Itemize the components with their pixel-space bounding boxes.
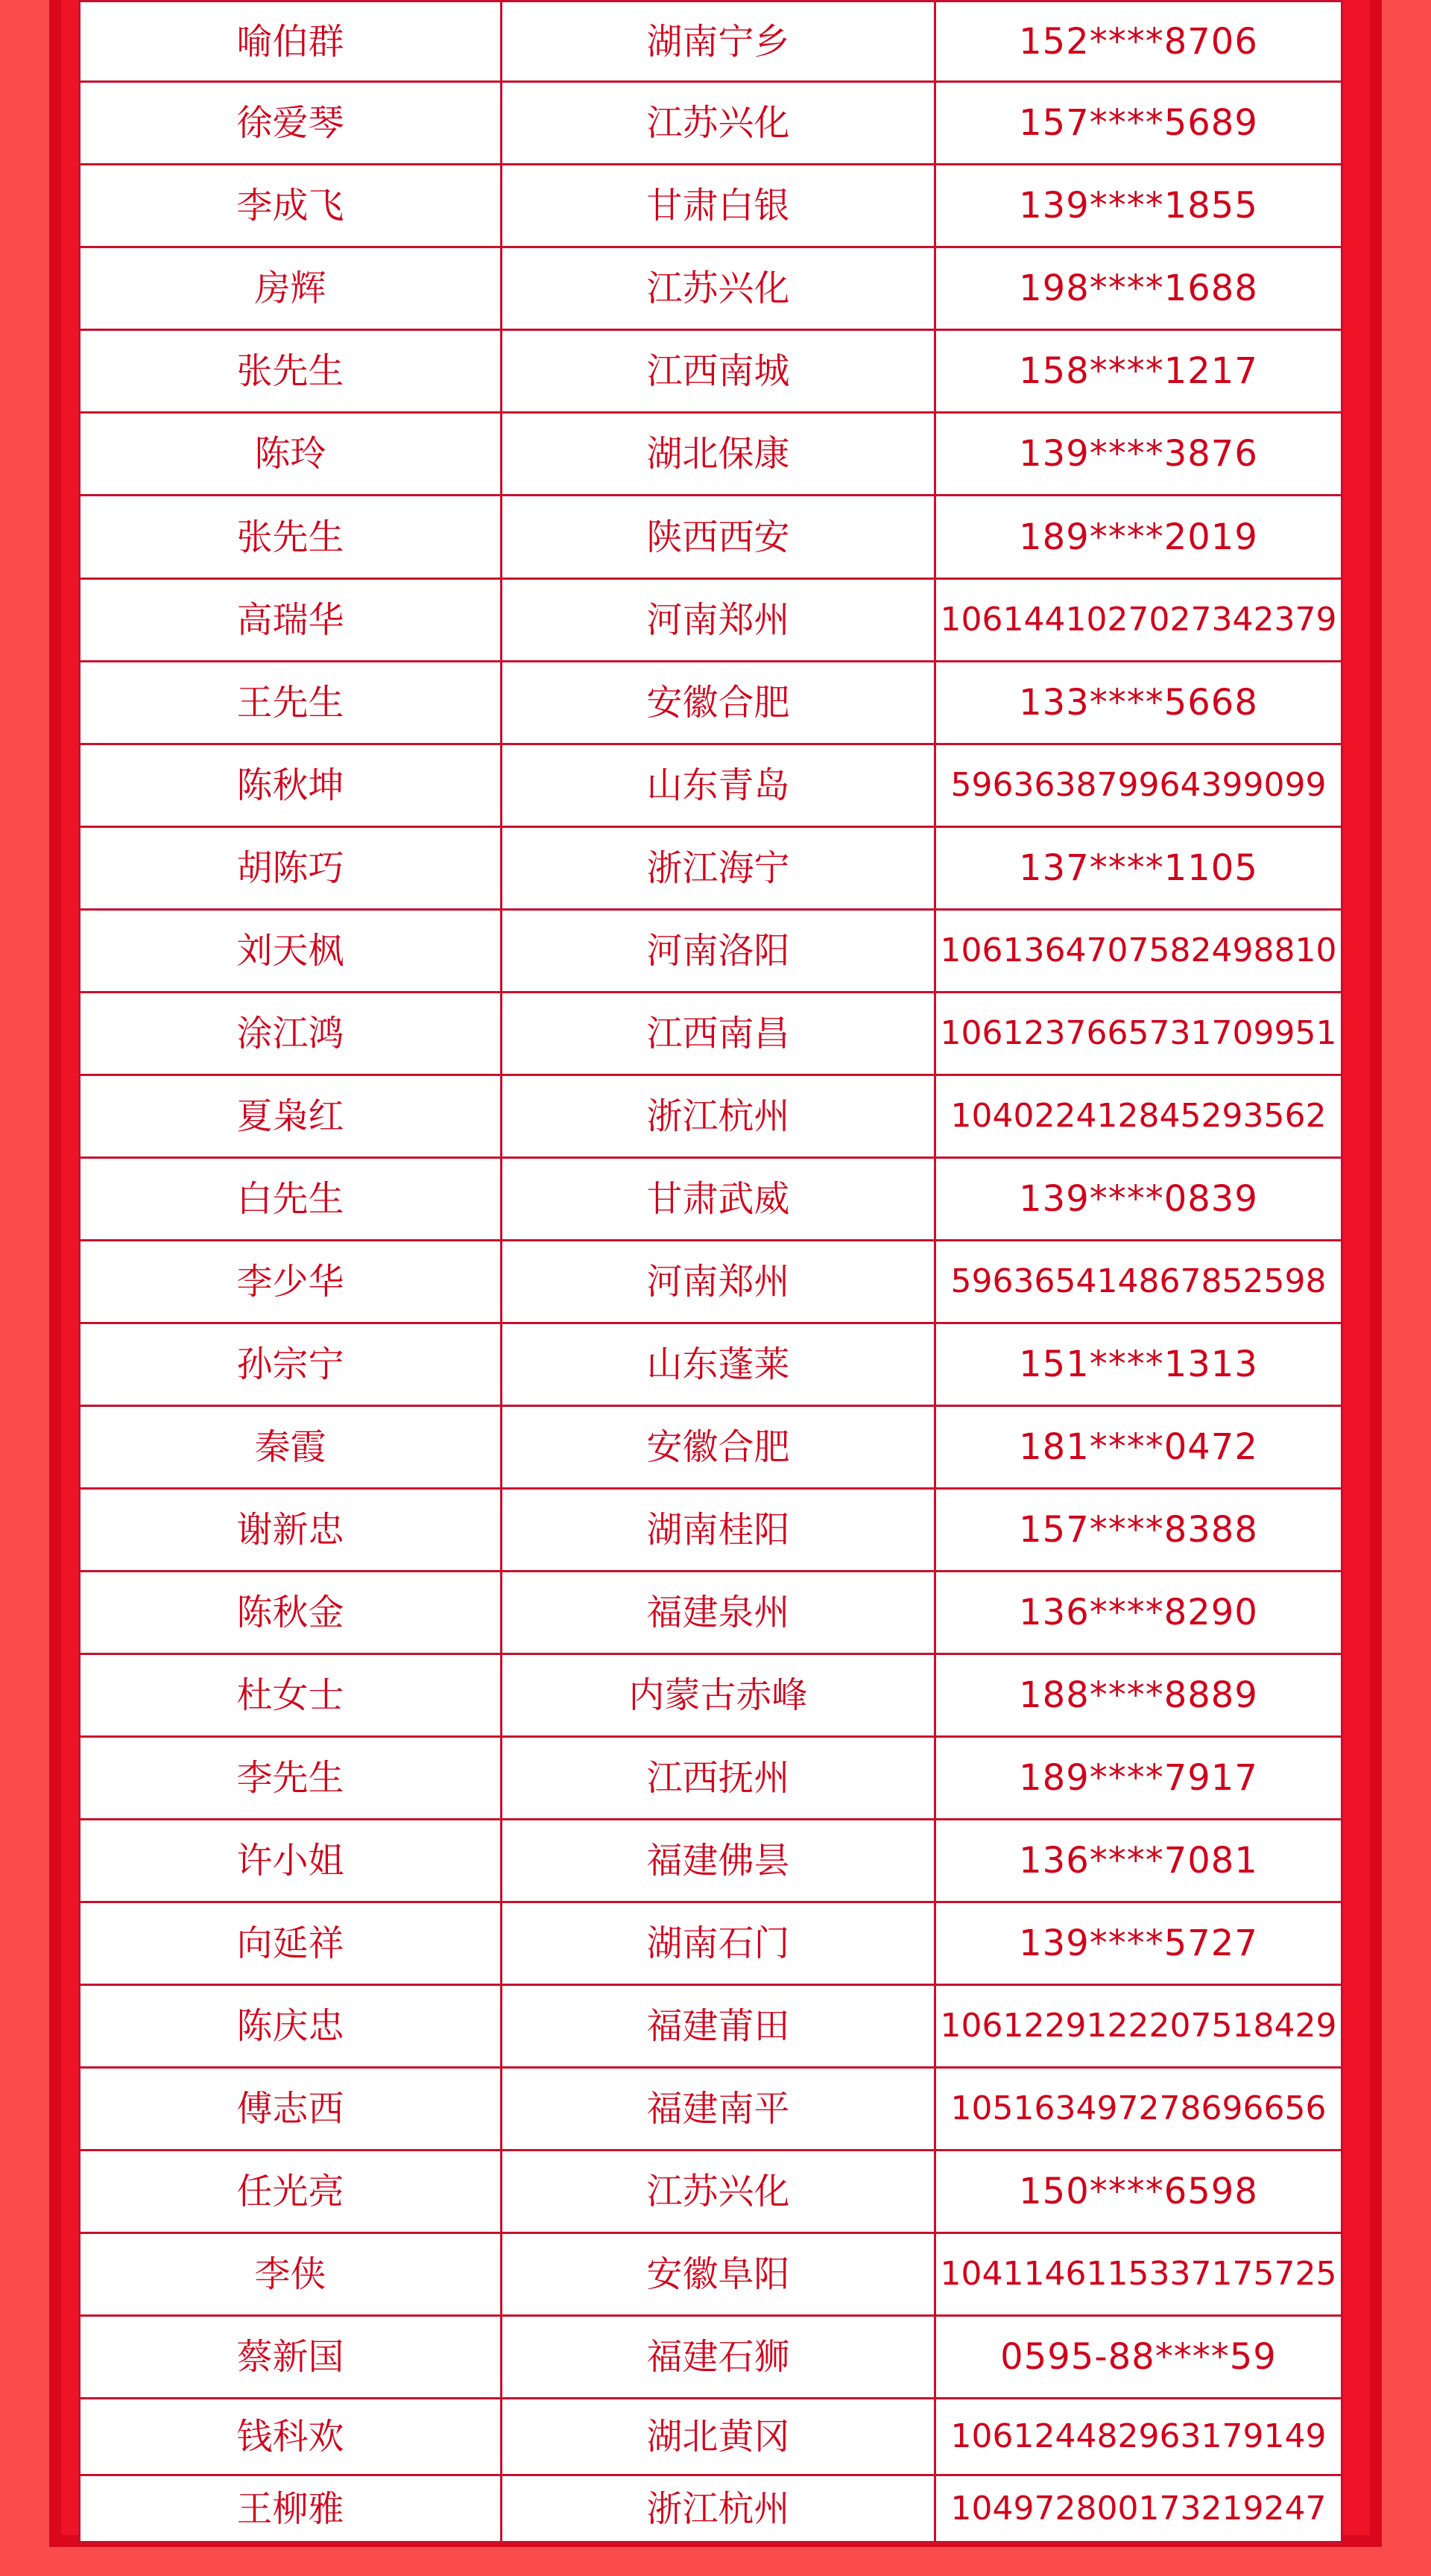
winner-phone-cell: 139****1855 <box>935 165 1342 247</box>
winner-phone-cell: 1061441027027342379 <box>935 579 1342 662</box>
winner-region-cell: 湖北保康 <box>502 413 935 496</box>
winner-region-cell: 山东蓬莱 <box>502 1323 935 1406</box>
winner-phone-cell: 136****7081 <box>935 1820 1342 1902</box>
winner-phone-cell: 152****8706 <box>935 1 1342 82</box>
winner-phone-cell: 139****5727 <box>935 1902 1342 1985</box>
winner-name-cell: 张先生 <box>80 330 502 413</box>
table-row <box>80 2151 1342 2233</box>
winner-phone-cell: 158****1217 <box>935 330 1342 413</box>
winner-phone-cell: 1061229122207518429 <box>935 1985 1342 2068</box>
winner-phone-cell: 1041146115337175725 <box>935 2233 1342 2316</box>
winner-region-cell: 江苏兴化 <box>502 247 935 330</box>
winner-phone-cell: 139****0839 <box>935 1158 1342 1241</box>
winner-region-cell: 陕西西安 <box>502 496 935 579</box>
winner-region-cell: 福建莆田 <box>502 1985 935 2068</box>
winner-name-cell: 刘天枫 <box>80 910 502 993</box>
winner-phone-cell: 139****3876 <box>935 413 1342 496</box>
winner-phone-cell: 106124482963179149 <box>935 2399 1342 2475</box>
winner-phone-cell: 105163497278696656 <box>935 2068 1342 2151</box>
winner-name-cell: 陈玲 <box>80 413 502 496</box>
winner-phone-cell: 0595-88****59 <box>935 2316 1342 2399</box>
winner-phone-cell: 137****1105 <box>935 827 1342 910</box>
winner-region-cell: 河南郑州 <box>502 579 935 662</box>
table-row <box>80 1241 1342 1323</box>
winner-region-cell: 河南洛阳 <box>502 910 935 993</box>
winner-region-cell: 福建泉州 <box>502 1572 935 1654</box>
winner-name-cell: 徐爱琴 <box>80 82 502 165</box>
table-row <box>80 496 1342 579</box>
winner-name-cell: 房辉 <box>80 247 502 330</box>
table-row <box>80 2399 1342 2475</box>
winner-name-cell: 任光亮 <box>80 2151 502 2233</box>
table-row <box>80 2068 1342 2151</box>
winner-name-cell: 傅志西 <box>80 2068 502 2151</box>
winner-name-cell: 许小姐 <box>80 1820 502 1902</box>
winner-name-cell: 白先生 <box>80 1158 502 1241</box>
winner-region-cell: 福建石狮 <box>502 2316 935 2399</box>
table-row <box>80 1158 1342 1241</box>
winner-region-cell: 浙江海宁 <box>502 827 935 910</box>
winner-table <box>78 0 1343 2543</box>
winner-region-cell: 福建南平 <box>502 2068 935 2151</box>
winner-phone-cell: 198****1688 <box>935 247 1342 330</box>
table-row <box>80 330 1342 413</box>
winner-region-cell: 安徽合肥 <box>502 662 935 744</box>
winner-region-cell: 江苏兴化 <box>502 82 935 165</box>
winner-name-cell: 喻伯群 <box>80 1 502 82</box>
winner-region-cell: 江西南昌 <box>502 993 935 1075</box>
winner-region-cell: 湖北黄冈 <box>502 2399 935 2475</box>
table-row <box>80 1654 1342 1737</box>
winner-name-cell: 涂江鸿 <box>80 993 502 1075</box>
winner-phone-cell: 151****1313 <box>935 1323 1342 1406</box>
winner-region-cell: 浙江杭州 <box>502 1075 935 1158</box>
winner-phone-cell: 104972800173219247 <box>935 2475 1342 2542</box>
table-row <box>80 82 1342 165</box>
winner-name-cell: 向延祥 <box>80 1902 502 1985</box>
winner-phone-cell: 596365414867852598 <box>935 1241 1342 1323</box>
winner-region-cell: 河南郑州 <box>502 1241 935 1323</box>
winner-phone-cell: 188****8889 <box>935 1654 1342 1737</box>
winner-name-cell: 杜女士 <box>80 1654 502 1737</box>
table-row <box>80 2233 1342 2316</box>
table-row <box>80 744 1342 827</box>
winner-list-panel <box>78 0 1341 2541</box>
winner-name-cell: 蔡新国 <box>80 2316 502 2399</box>
table-row <box>80 1737 1342 1820</box>
winner-region-cell: 江西抚州 <box>502 1737 935 1820</box>
table-row <box>80 247 1342 330</box>
winner-phone-cell: 1061364707582498810 <box>935 910 1342 993</box>
winner-name-cell: 钱科欢 <box>80 2399 502 2475</box>
winner-phone-cell: 596363879964399099 <box>935 744 1342 827</box>
winner-phone-cell: 104022412845293562 <box>935 1075 1342 1158</box>
table-row <box>80 2475 1342 2542</box>
table-row <box>80 993 1342 1075</box>
winner-phone-cell: 136****8290 <box>935 1572 1342 1654</box>
winner-phone-cell: 189****2019 <box>935 496 1342 579</box>
winner-name-cell: 陈秋金 <box>80 1572 502 1654</box>
winner-phone-cell: 157****8388 <box>935 1489 1342 1572</box>
winner-phone-cell: 133****5668 <box>935 662 1342 744</box>
winner-region-cell: 甘肃白银 <box>502 165 935 247</box>
table-row <box>80 1985 1342 2068</box>
winner-region-cell: 山东青岛 <box>502 744 935 827</box>
table-row <box>80 1902 1342 1985</box>
winner-phone-cell: 150****6598 <box>935 2151 1342 2233</box>
winner-region-cell: 江苏兴化 <box>502 2151 935 2233</box>
winner-region-cell: 浙江杭州 <box>502 2475 935 2542</box>
table-row <box>80 1075 1342 1158</box>
winner-name-cell: 谢新忠 <box>80 1489 502 1572</box>
winner-name-cell: 孙宗宁 <box>80 1323 502 1406</box>
table-row <box>80 1406 1342 1489</box>
winner-region-cell: 湖南宁乡 <box>502 1 935 82</box>
winner-name-cell: 李成飞 <box>80 165 502 247</box>
table-row <box>80 165 1342 247</box>
winner-region-cell: 江西南城 <box>502 330 935 413</box>
table-row <box>80 1489 1342 1572</box>
winner-name-cell: 高瑞华 <box>80 579 502 662</box>
winner-table-body <box>80 1 1342 2542</box>
winner-name-cell: 胡陈巧 <box>80 827 502 910</box>
winner-name-cell: 李侠 <box>80 2233 502 2316</box>
winner-name-cell: 王柳雅 <box>80 2475 502 2542</box>
table-row <box>80 1323 1342 1406</box>
table-row <box>80 910 1342 993</box>
winner-region-cell: 湖南桂阳 <box>502 1489 935 1572</box>
winner-name-cell: 李先生 <box>80 1737 502 1820</box>
table-row <box>80 827 1342 910</box>
winner-region-cell: 福建佛昙 <box>502 1820 935 1902</box>
table-row <box>80 1 1342 82</box>
table-row <box>80 2316 1342 2399</box>
winner-name-cell: 陈庆忠 <box>80 1985 502 2068</box>
winner-region-cell: 内蒙古赤峰 <box>502 1654 935 1737</box>
winner-region-cell: 湖南石门 <box>502 1902 935 1985</box>
table-row <box>80 579 1342 662</box>
winner-phone-cell: 189****7917 <box>935 1737 1342 1820</box>
winner-name-cell: 李少华 <box>80 1241 502 1323</box>
winner-name-cell: 王先生 <box>80 662 502 744</box>
winner-phone-cell: 157****5689 <box>935 82 1342 165</box>
winner-phone-cell: 1061237665731709951 <box>935 993 1342 1075</box>
winner-name-cell: 张先生 <box>80 496 502 579</box>
winner-region-cell: 甘肃武威 <box>502 1158 935 1241</box>
winner-name-cell: 陈秋坤 <box>80 744 502 827</box>
winner-region-cell: 安徽合肥 <box>502 1406 935 1489</box>
table-row <box>80 1820 1342 1902</box>
table-row <box>80 413 1342 496</box>
winner-region-cell: 安徽阜阳 <box>502 2233 935 2316</box>
winner-name-cell: 秦霞 <box>80 1406 502 1489</box>
winner-name-cell: 夏枭红 <box>80 1075 502 1158</box>
table-row <box>80 1572 1342 1654</box>
table-row <box>80 662 1342 744</box>
winner-phone-cell: 181****0472 <box>935 1406 1342 1489</box>
